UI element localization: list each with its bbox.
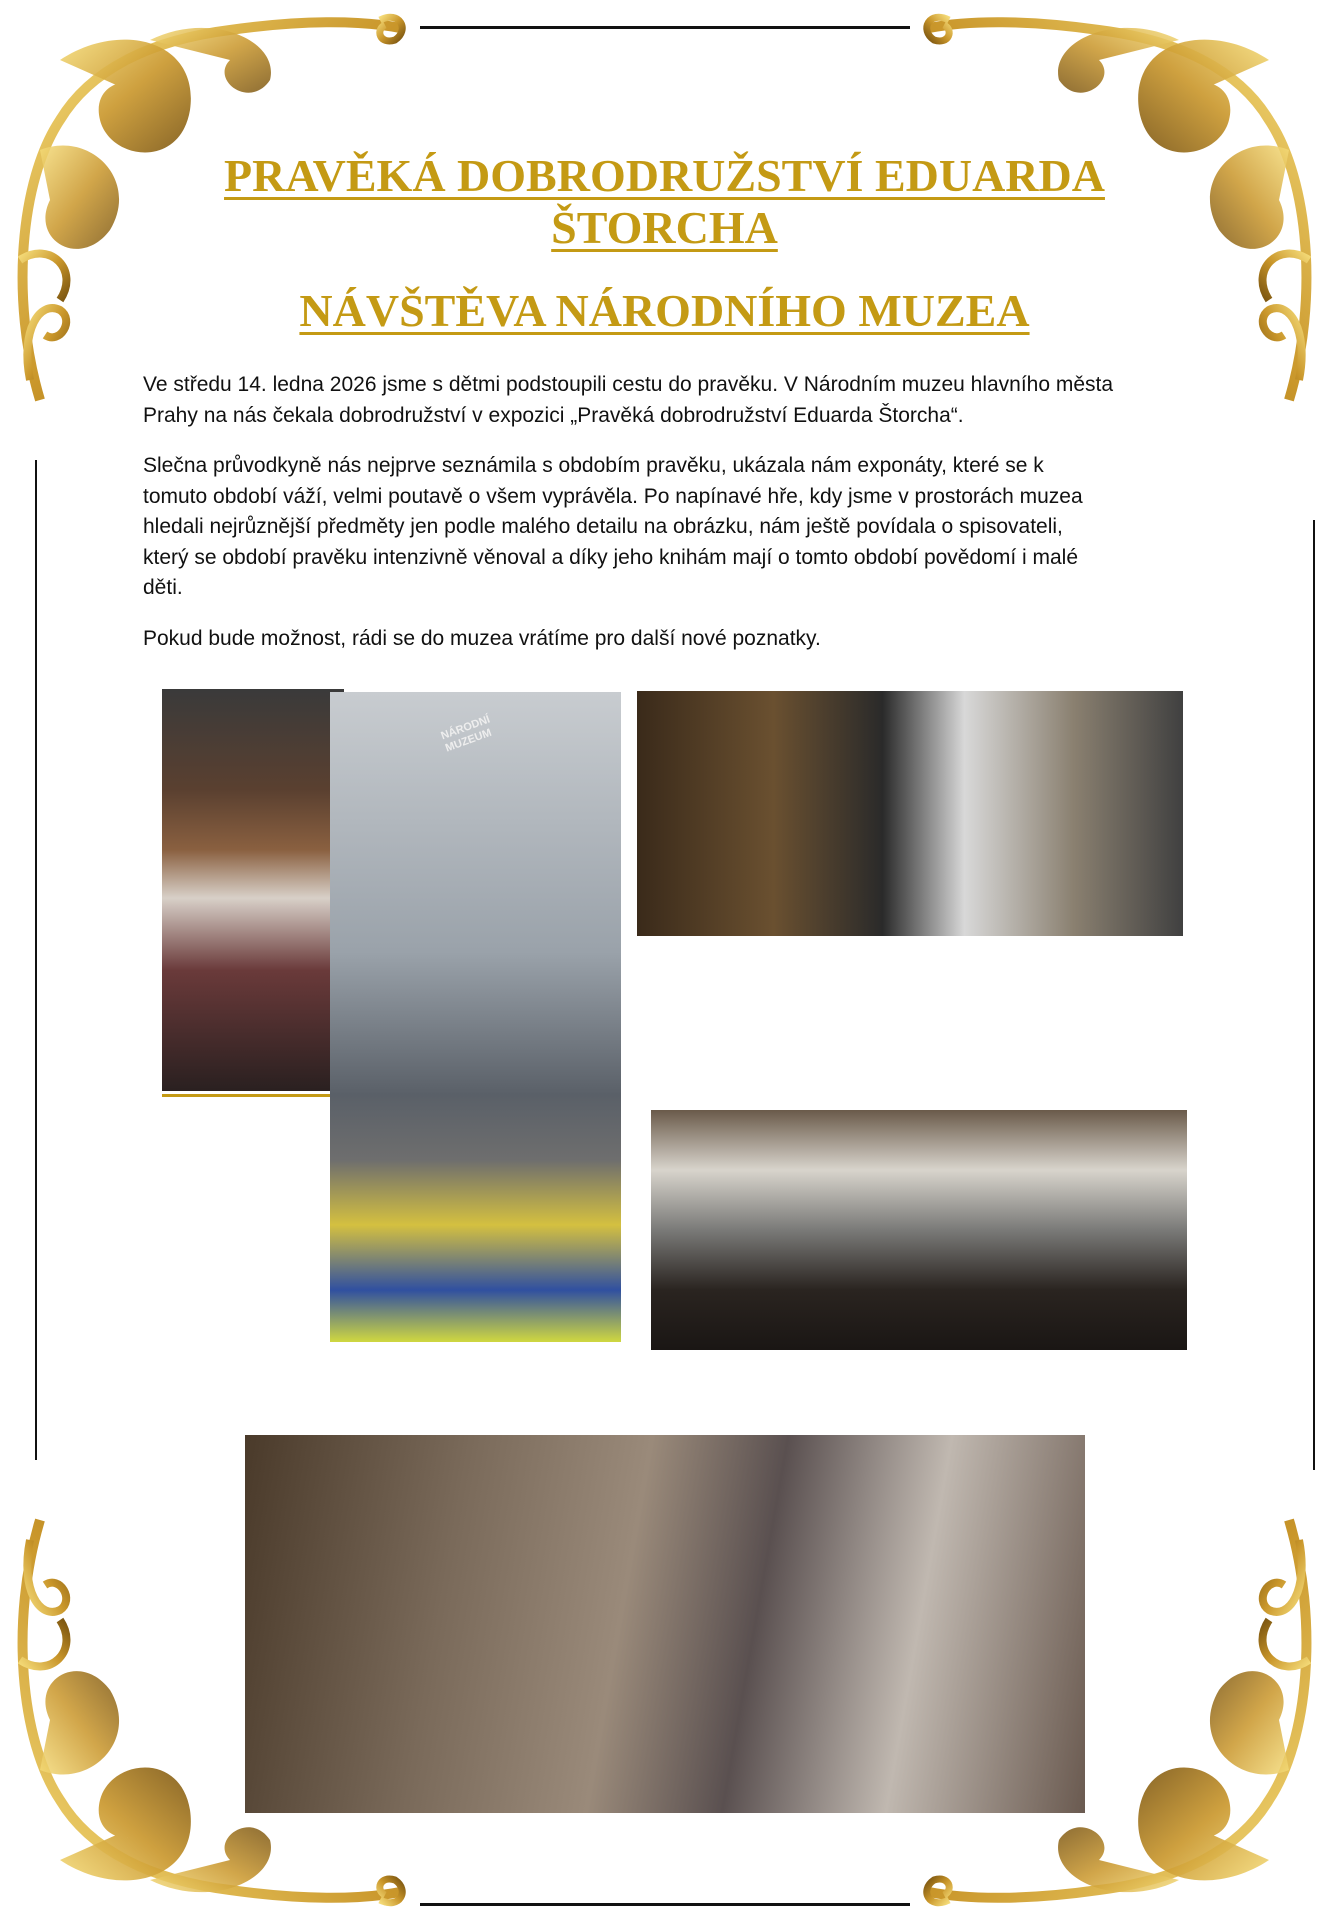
- photo-underline: [162, 1094, 344, 1097]
- border-left: [35, 460, 37, 1460]
- paragraph: Pokud bude možnost, rádi se do muzea vrátíme pro další nové poznatky.: [143, 626, 821, 650]
- page-title: [0, 150, 1329, 254]
- photo-prehistoric-hut: [637, 691, 1183, 936]
- photo-museum-building: [330, 692, 621, 1342]
- photo-mammoth-exhibit: [162, 689, 344, 1091]
- photo-display-case: [651, 1110, 1187, 1350]
- page-subtitle: [0, 285, 1329, 337]
- border-right: [1313, 520, 1315, 1470]
- title-line-1: PRAVĚKÁ DOBRODRUŽSTVÍ EDUARDA: [224, 150, 1105, 201]
- subtitle-text: NÁVŠTĚVA NÁRODNÍHO MUZEA: [299, 285, 1030, 336]
- paragraph: Ve středu 14. ledna 2026 jsme s dětmi podstoupili cestu do pravěku. V Národním muzeu hlavního města Prahy na nás čekala dobrodružství v expozici „Pravěká dobrodružství Eduarda Štorcha“.: [143, 373, 1114, 427]
- border-top: [420, 26, 910, 29]
- building-sign: NÁRODNÍ MUZEUM: [439, 713, 494, 755]
- border-bottom: [420, 1903, 910, 1906]
- paragraph: Slečna průvodkyně nás nejprve seznámila s obdobím pravěku, ukázala nám exponáty, které se k tomuto období váží, velmi poutavě o všem vyprávěla. Po napínavé hře, kdy jsme v prostorách muzea hledali nejrůznější předměty jen podle malého detailu na obrázku, nám ještě povídala o spisovateli, který se období pravěku intenzivně věnoval a díky jeho knihám mají o tomto období povědomí i malé děti.: [143, 454, 1083, 599]
- photo-children-at-exhibit: [245, 1435, 1085, 1813]
- title-line-2: ŠTORCHA: [551, 202, 778, 253]
- article-body: [143, 370, 1163, 674]
